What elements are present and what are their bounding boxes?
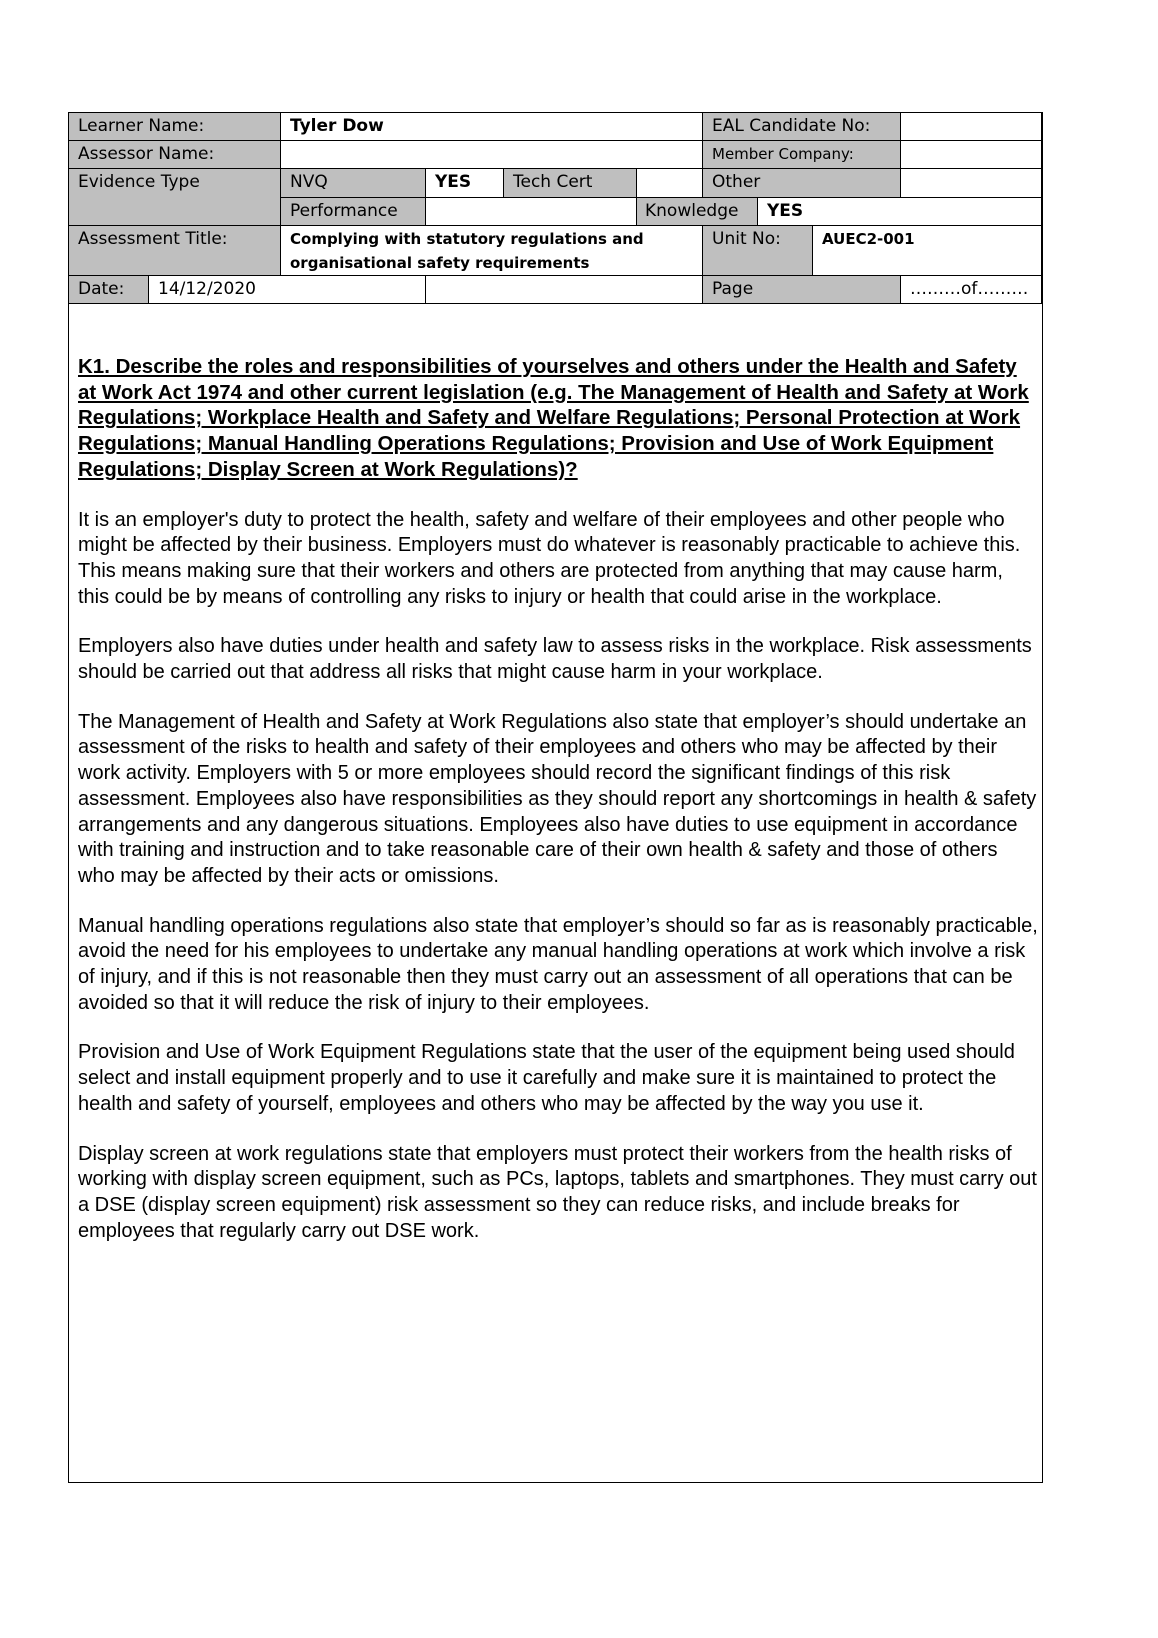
paragraph: Provision and Use of Work Equipment Regulations state that the user of the equipment being used should select and install equipment properly and to use it carefully and make sure it is maintained to protect the health and safety of yourself, employees and others who may be affected by the way you use it. xyxy=(78,1041,1015,1115)
member-company-label: Member Company: xyxy=(702,140,901,169)
eal-candidate-label: EAL Candidate No: xyxy=(702,112,901,141)
other-label: Other xyxy=(702,168,901,198)
assessment-title-label: Assessment Title: xyxy=(68,225,281,276)
eal-candidate-value xyxy=(900,112,1042,141)
knowledge-label: Knowledge xyxy=(636,197,758,226)
assessor-name-value xyxy=(280,140,703,169)
other-value xyxy=(900,168,1042,198)
assessment-title-value: Complying with statutory regulations and organisational safety requirements xyxy=(280,225,703,276)
paragraph: Display screen at work regulations state that employers must protect their workers from the health risks of working with display screen equipment, such as PCs, laptops, tablets and smartphones. They must carry out a DSE (display screen equipment) risk assessment so they can reduce risks, and include breaks for employees that regularly carry out DSE work. xyxy=(78,1142,1037,1242)
unit-no-label: Unit No: xyxy=(702,225,813,276)
page-label: Page xyxy=(702,275,901,304)
date-value: 14/12/2020 xyxy=(148,275,426,304)
paragraph: The Management of Health and Safety at Work Regulations also state that employer’s should undertake an assessment of the risks to health and safety of their employees and others who may be affected by their work activity. Employers with 5 or more employees should record the significant findings of this risk assessment. Employees also have responsibilities as they should report any shortcomings in health & safety arrangements and any dangerous situations. Employees also have duties to use equipment in accordance with training and instruction and to take reasonable care of their own health & safety and those of others who may be affected by their acts or omissions. xyxy=(78,710,1037,887)
unit-no-value: AUEC2-001 xyxy=(812,225,1042,276)
learner-name-label: Learner Name: xyxy=(68,112,281,141)
assessor-name-label: Assessor Name: xyxy=(68,140,281,169)
evidence-type-label: Evidence Type xyxy=(68,168,281,226)
blank-cell xyxy=(425,275,703,304)
knowledge-value: YES xyxy=(757,197,1042,226)
nvq-value: YES xyxy=(425,168,504,198)
question-heading: K1. Describe the roles and responsibilities of yourselves and others under the Health and Safety at Work Act 1974 and other current legislation (e.g. The Management of Health and Safety at Work Regulations; Workplace Health and Safety and Welfare Regulations; Personal Protection at Work Regulations; Manual Handling Operations Regulations; Provision and Use of Work Equipment Regulations; Display Screen at Work Regulations)? xyxy=(78,355,1029,481)
paragraph: It is an employer's duty to protect the health, safety and welfare of their employees and other people who might be affected by their business. Employers must do whatever is reasonably practicable to achieve this. This means making sure that their workers and others are protected from anything that may cause harm, this could be by means of controlling any risks to injury or health that could arise in the workplace. xyxy=(78,508,1021,608)
performance-value xyxy=(425,197,637,226)
paragraph: Employers also have duties under health and safety law to assess risks in the workplace. Risk assessments should be carried out that address all risks that might cause harm in your workplace. xyxy=(78,635,1032,684)
tech-cert-label: Tech Cert xyxy=(503,168,637,198)
tech-cert-value xyxy=(636,168,703,198)
answer-body xyxy=(78,354,1038,1268)
date-label: Date: xyxy=(68,275,149,304)
member-company-value xyxy=(900,140,1042,169)
page-value: ………of……… xyxy=(900,275,1042,304)
nvq-label: NVQ xyxy=(280,168,426,198)
paragraph: Manual handling operations regulations also state that employer’s should so far as is reasonably practicable, avoid the need for his employees to undertake any manual handling operations at work which involve a risk of injury, and if this is not reasonable then they must carry out an assessment of all operations that can be avoided so that it will reduce the risk of injury to their employees. xyxy=(78,914,1038,1014)
learner-name-value: Tyler Dow xyxy=(280,112,703,141)
performance-label: Performance xyxy=(280,197,426,226)
